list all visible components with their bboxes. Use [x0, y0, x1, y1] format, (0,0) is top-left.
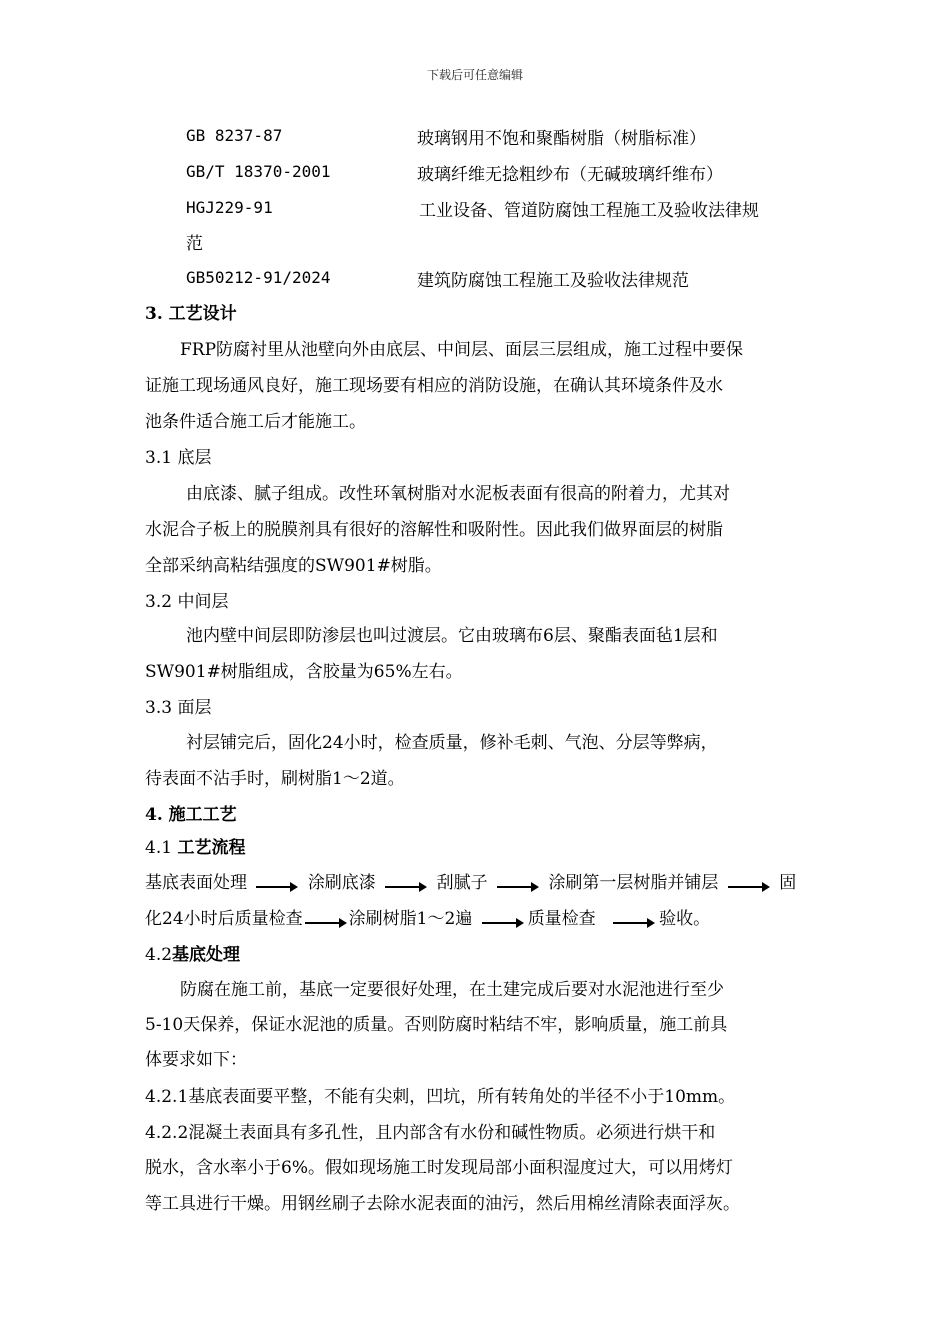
paragraph: 防腐在施工前，基底一定要很好处理，在土建完成后要对水泥池进行至少 [180, 980, 724, 1000]
standard-title: 玻璃钢用不饱和聚酯树脂（树脂标准） [417, 129, 706, 149]
flow-step: 验收。 [659, 909, 711, 929]
paragraph: 证施工现场通风良好，施工现场要有相应的消防设施，在确认其环境条件及水 [145, 376, 723, 396]
flow-step: 质量检查 [527, 909, 596, 929]
flow-step: 涂刷树脂1～2遍 [348, 909, 473, 929]
paragraph: SW901#树脂组成，含胶量为65%左右。 [145, 662, 463, 682]
subsection-title: 基底处理 [172, 945, 241, 965]
standard-title-continuation: 范 [186, 234, 203, 254]
flow-step: 刮腻子 [436, 873, 488, 893]
section-4-heading: 4. 施工工艺 [145, 805, 237, 825]
flow-arrow-icon [482, 913, 524, 927]
standard-code: HGJ229-91 [186, 198, 273, 217]
flow-step: 涂刷底漆 [307, 873, 376, 893]
standard-title: 建筑防腐蚀工程施工及验收法律规范 [417, 271, 689, 291]
paragraph: 池条件适合施工后才能施工。 [145, 412, 366, 432]
flow-arrow-icon [497, 877, 539, 891]
paragraph: 等工具进行干燥。用钢丝刷子去除水泥表面的油污，然后用棉丝清除表面浮灰。 [145, 1194, 740, 1214]
standard-code: GB50212-91/2024 [186, 268, 331, 287]
subsection-number: 4.1 [145, 838, 178, 858]
process-flow-line-1 [145, 871, 796, 895]
paragraph: 衬层铺完后，固化24小时，检查质量，修补毛刺、气泡、分层等弊病， [186, 733, 718, 753]
subsection-4-2-heading [145, 943, 240, 967]
flow-step: 固 [779, 873, 797, 893]
paragraph: 4.2.2混凝土表面具有多孔性，且内部含有水份和碱性物质。必须进行烘干和 [145, 1123, 716, 1143]
standard-code: GB/T 18370-2001 [186, 162, 331, 181]
subsection-4-1-heading [145, 836, 245, 860]
subsection-3-3-heading: 3.3 面层 [145, 698, 212, 718]
flow-arrow-icon [385, 877, 427, 891]
standard-code: GB 8237-87 [186, 126, 283, 145]
paragraph: 4.2.1基底表面要平整，不能有尖刺，凹坑，所有转角处的半径不小于10mm。 [145, 1087, 736, 1107]
subsection-3-1-heading: 3.1 底层 [145, 448, 212, 468]
paragraph: 体要求如下： [145, 1050, 247, 1070]
paragraph: 待表面不沾手时，刷树脂1～2道。 [145, 769, 405, 789]
paragraph: 5-10天保养，保证水泥池的质量。否则防腐时粘结不牢，影响质量，施工前具 [145, 1015, 728, 1035]
subsection-number: 4.2 [145, 945, 173, 965]
paragraph: 脱水，含水率小于6%。假如现场施工时发现局部小面积湿度过大，可以用烤灯 [145, 1158, 733, 1178]
section-3-heading: 3. 工艺设计 [145, 304, 237, 324]
flow-step: 涂刷第一层树脂并铺层 [548, 873, 719, 893]
standard-title: 工业设备、管道防腐蚀工程施工及验收法律规 [419, 201, 759, 221]
subsection-title: 工艺流程 [177, 838, 246, 858]
paragraph: 由底漆、腻子组成。改性环氧树脂对水泥板表面有很高的附着力，尤其对 [186, 484, 730, 504]
flow-step: 基底表面处理 [145, 873, 247, 893]
flow-arrow-icon [256, 877, 298, 891]
subsection-3-2-heading: 3.2 中间层 [145, 592, 229, 612]
paragraph: 全部采纳高粘结强度的SW901#树脂。 [145, 556, 442, 576]
paragraph: 水泥合子板上的脱膜剂具有很好的溶解性和吸附性。因此我们做界面层的树脂 [145, 520, 723, 540]
flow-arrow-icon [728, 877, 770, 891]
paragraph: 池内壁中间层即防渗层也叫过渡层。它由玻璃布6层、聚酯表面毡1层和 [186, 626, 718, 646]
page-header: 下载后可任意编辑 [426, 68, 523, 82]
paragraph: FRP防腐衬里从池壁向外由底层、中间层、面层三层组成，施工过程中要保 [180, 340, 744, 360]
standard-title: 玻璃纤维无捻粗纱布（无碱玻璃纤维布） [417, 165, 723, 185]
process-flow-line-2 [145, 907, 710, 931]
flow-arrow-icon [613, 913, 655, 927]
flow-step: 化24小时后质量检查 [145, 909, 303, 929]
flow-arrow-icon [305, 913, 347, 927]
